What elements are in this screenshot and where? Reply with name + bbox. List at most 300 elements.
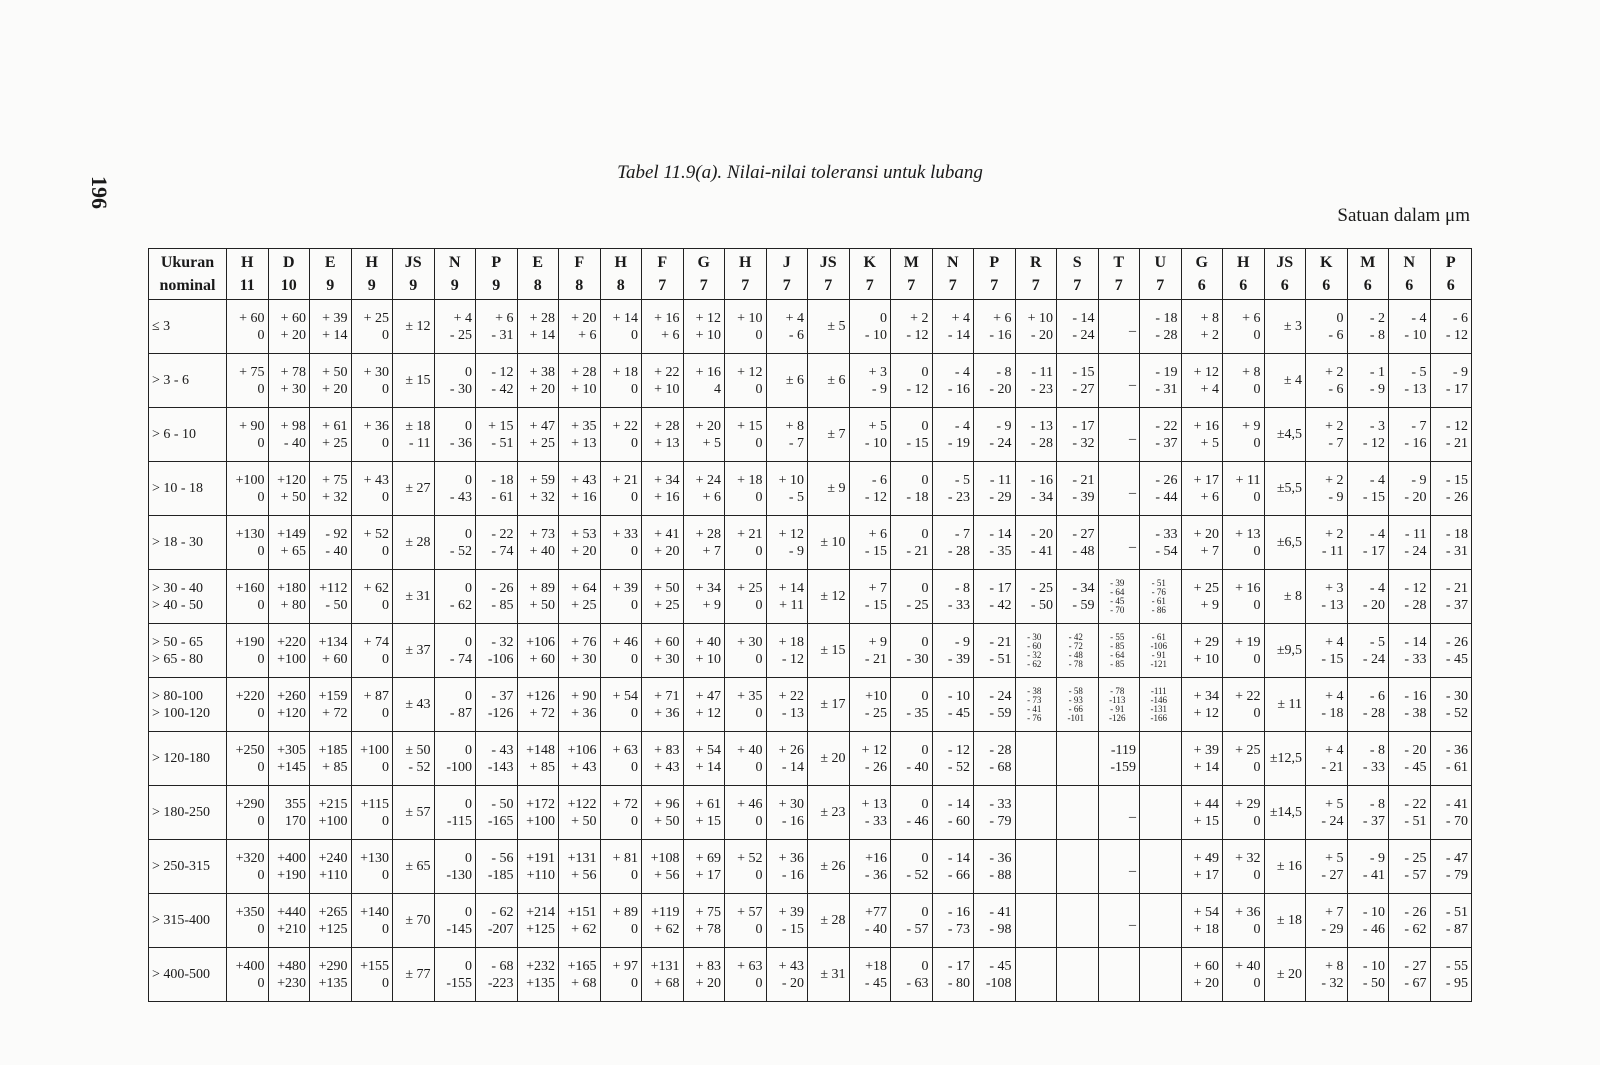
- tolerance-cell: [849, 840, 891, 894]
- tolerance-cell: [434, 408, 476, 462]
- tolerance-cell: [1306, 678, 1348, 732]
- nominal-size-cell-line: > 50 - 65: [152, 634, 204, 650]
- tolerance-cell-line: + 64: [571, 580, 597, 596]
- tolerance-cell-line: ± 10: [820, 535, 846, 550]
- tolerance-cell: [642, 894, 684, 948]
- page-number: 196: [87, 176, 112, 209]
- tolerance-cell: [683, 948, 725, 1002]
- header-t7-line: T: [1113, 254, 1125, 271]
- tolerance-cell-line: +131: [650, 958, 680, 974]
- tolerance-cell: [476, 516, 518, 570]
- tolerance-cell-line: + 32: [529, 489, 555, 505]
- tolerance-cell-line: + 16: [695, 364, 721, 380]
- tolerance-cell-line: - 38: [1027, 685, 1042, 696]
- tolerance-cell-line: -111: [1150, 685, 1167, 696]
- tolerance-cell: [351, 840, 393, 894]
- tolerance-cell: [310, 354, 352, 408]
- tolerance-cell-line: 0: [257, 435, 265, 451]
- tolerance-cell-line: - 20: [1404, 489, 1427, 505]
- tolerance-cell-line: + 24: [695, 472, 721, 488]
- tolerance-cell: [932, 732, 974, 786]
- tolerance-cell: [517, 462, 559, 516]
- tolerance-cell-line: - 6: [1328, 381, 1344, 397]
- tolerance-cell-line: - 13: [781, 705, 804, 721]
- header-k7-line: K: [863, 254, 876, 271]
- tolerance-cell-line: - 17: [1072, 418, 1095, 434]
- header-u7-line: 7: [1156, 277, 1165, 294]
- tolerance-cell-line: + 32: [1235, 850, 1261, 866]
- tolerance-cell: [725, 408, 767, 462]
- tolerance-cell-line: - 36: [864, 867, 887, 883]
- tolerance-cell-line: - 18: [906, 489, 929, 505]
- nominal-size-cell: [149, 570, 227, 624]
- tolerance-cell-line: 0: [257, 975, 265, 991]
- tolerance-cell-line: _: [1129, 859, 1136, 874]
- tolerance-cell: [1181, 462, 1223, 516]
- tolerance-cell-line: - 80: [947, 975, 970, 991]
- tolerance-cell: [808, 516, 850, 570]
- tolerance-cell-line: - 14: [1072, 310, 1095, 326]
- tolerance-cell: [1306, 840, 1348, 894]
- tolerance-cell: [1140, 300, 1182, 354]
- tolerance-cell-line: +185: [318, 742, 348, 758]
- tolerance-cell-line: - 14: [947, 850, 970, 866]
- tolerance-cell-line: ± 9: [827, 481, 846, 496]
- nominal-size-cell-line: > 65 - 80: [152, 651, 204, 667]
- tolerance-cell: [932, 624, 974, 678]
- tolerance-cell: [1264, 786, 1306, 840]
- tolerance-cell-line: 0: [755, 651, 763, 667]
- tolerance-cell-line: 0: [257, 489, 265, 505]
- tolerance-cell-line: + 61: [695, 796, 721, 812]
- tolerance-cell-line: + 50: [280, 489, 306, 505]
- tolerance-cell-line: - 21: [864, 651, 887, 667]
- tolerance-cell-line: + 85: [322, 759, 348, 775]
- unit-note: Satuan dalam μm: [1337, 205, 1470, 226]
- tolerance-cell-line: - 17: [989, 580, 1012, 596]
- tolerance-cell: [683, 570, 725, 624]
- tolerance-cell: [517, 570, 559, 624]
- tolerance-cell-line: 0: [382, 705, 389, 721]
- tolerance-cell-line: 0: [465, 742, 472, 758]
- tolerance-cell: [310, 300, 352, 354]
- tolerance-cell-line: - 7: [1328, 435, 1344, 451]
- tolerance-cell-line: + 6: [1242, 310, 1261, 326]
- tolerance-cell: [1057, 624, 1099, 678]
- tolerance-cell-line: + 14: [1193, 759, 1219, 775]
- tolerance-cell: [476, 840, 518, 894]
- tolerance-cell-line: + 60: [322, 651, 348, 667]
- tolerance-cell: [1181, 516, 1223, 570]
- tolerance-cell: [1015, 732, 1057, 786]
- tolerance-cell-line: + 25: [1235, 742, 1261, 758]
- tolerance-cell: [1430, 678, 1472, 732]
- tolerance-cell: [1098, 408, 1140, 462]
- tolerance-cell: [683, 894, 725, 948]
- tolerance-cell-line: - 46: [906, 813, 929, 829]
- tolerance-cell-line: - 41: [1030, 543, 1053, 559]
- tolerance-cell-line: ± 5: [827, 319, 846, 334]
- tolerance-cell: [600, 948, 642, 1002]
- tolerance-cell: [1389, 840, 1431, 894]
- header-n6-line: N: [1403, 254, 1416, 271]
- tolerance-cell: [1306, 948, 1348, 1002]
- tolerance-cell-line: - 21: [1445, 580, 1468, 596]
- tolerance-cell-line: + 25: [322, 435, 348, 451]
- tolerance-cell: [600, 570, 642, 624]
- tolerance-cell: [351, 408, 393, 462]
- tolerance-cell-line: + 4: [1325, 742, 1344, 758]
- tolerance-cell-line: + 34: [654, 472, 680, 488]
- tolerance-cell: [766, 462, 808, 516]
- tolerance-cell: [642, 570, 684, 624]
- tolerance-cell-line: - 4: [1369, 580, 1385, 596]
- tolerance-cell: [974, 300, 1016, 354]
- tolerance-cell: [1347, 570, 1389, 624]
- tolerance-cell: [1306, 732, 1348, 786]
- tolerance-cell-line: - 50: [325, 597, 348, 613]
- tolerance-cell-line: + 29: [1235, 796, 1261, 812]
- tolerance-cell: [517, 840, 559, 894]
- tolerance-cell: [268, 894, 310, 948]
- nominal-size-cell: [149, 948, 227, 1002]
- header-d10-line: D: [282, 254, 295, 271]
- tolerance-cell: [1306, 408, 1348, 462]
- tolerance-cell-line: +77: [865, 904, 887, 920]
- tolerance-cell-line: - 6: [1369, 688, 1385, 704]
- tolerance-cell-line: + 18: [612, 364, 638, 380]
- tolerance-cell-line: + 22: [778, 688, 804, 704]
- tolerance-cell-line: + 30: [571, 651, 597, 667]
- tolerance-cell-line: - 14: [989, 526, 1012, 542]
- tolerance-cell-line: - 11: [408, 435, 431, 451]
- tolerance-cell: [974, 840, 1016, 894]
- tolerance-cell: [517, 894, 559, 948]
- tolerance-cell: [310, 408, 352, 462]
- tolerance-cell: [1223, 786, 1265, 840]
- tolerance-cell-line: -113: [1109, 694, 1126, 705]
- tolerance-cell-line: 0: [382, 327, 389, 343]
- tolerance-cell-line: _: [1129, 913, 1136, 928]
- tolerance-cell-line: +350: [235, 904, 265, 920]
- tolerance-cell-line: - 15: [781, 921, 804, 937]
- tolerance-cell-line: + 38: [529, 364, 555, 380]
- tolerance-cell: [1140, 516, 1182, 570]
- tolerance-cell-line: +125: [318, 921, 348, 937]
- tolerance-cell: [849, 786, 891, 840]
- tolerance-cell-line: - 18: [1445, 526, 1468, 542]
- table-row: [149, 408, 1472, 462]
- tolerance-cell: [974, 516, 1016, 570]
- tolerance-cell-line: - 34: [1030, 489, 1053, 505]
- tolerance-cell-line: +232: [526, 958, 555, 974]
- tolerance-cell-line: + 39: [1193, 742, 1219, 758]
- header-d10: [268, 249, 310, 300]
- tolerance-cell: [766, 948, 808, 1002]
- tolerance-cell-line: +165: [567, 958, 597, 974]
- tolerance-cell: [1181, 894, 1223, 948]
- tolerance-cell: [434, 462, 476, 516]
- tolerance-cell-line: - 57: [1404, 867, 1427, 883]
- tolerance-cell-line: - 10: [1362, 904, 1385, 920]
- tolerance-cell-line: - 10: [1404, 327, 1427, 343]
- header-js6: [1264, 249, 1306, 300]
- tolerance-cell-line: - 20: [989, 381, 1012, 397]
- tolerance-cell-line: - 23: [947, 489, 970, 505]
- tolerance-cell: [1389, 732, 1431, 786]
- tolerance-cell-line: 355: [285, 796, 306, 812]
- tolerance-cell-line: + 74: [363, 634, 389, 650]
- header-r7-line: 7: [1031, 277, 1040, 294]
- tolerance-cell: [849, 624, 891, 678]
- tolerance-cell-line: - 33: [1404, 651, 1427, 667]
- tolerance-cell-line: + 11: [779, 597, 804, 613]
- tolerance-cell-line: - 8: [954, 580, 970, 596]
- tolerance-cell-line: + 10: [1193, 651, 1219, 667]
- tolerance-cell-line: - 33: [1362, 759, 1385, 775]
- tolerance-cell-line: - 24: [989, 435, 1012, 451]
- tolerance-cell-line: 0: [382, 651, 389, 667]
- tolerance-cell: [1057, 570, 1099, 624]
- tolerance-cell-line: 0: [382, 543, 389, 559]
- tolerance-cell-line: 0: [465, 904, 472, 920]
- tolerance-cell: [1430, 786, 1472, 840]
- tolerance-cell-line: + 71: [654, 688, 680, 704]
- tolerance-cell-line: - 39: [1072, 489, 1095, 505]
- tolerance-cell: [559, 462, 601, 516]
- header-m6: [1347, 249, 1389, 300]
- header-h11-line: H: [241, 254, 254, 271]
- tolerance-cell-line: + 8: [785, 418, 804, 434]
- tolerance-cell: [1306, 300, 1348, 354]
- tolerance-cell: [268, 678, 310, 732]
- tolerance-cell-line: - 58: [1068, 685, 1083, 696]
- table-body: [149, 300, 1472, 1002]
- tolerance-cell-line: +290: [318, 958, 348, 974]
- tolerance-cell-line: - 92: [325, 526, 348, 542]
- tolerance-cell-line: +151: [567, 904, 597, 920]
- tolerance-cell-line: - 11: [1031, 364, 1053, 380]
- tolerance-cell: [808, 786, 850, 840]
- tolerance-cell-line: + 4: [1325, 688, 1344, 704]
- tolerance-cell-line: + 14: [529, 327, 555, 343]
- tolerance-cell-line: - 15: [1362, 489, 1385, 505]
- tolerance-cell-line: 0: [755, 759, 763, 775]
- tolerance-cell-line: - 9: [954, 634, 970, 650]
- header-k7: [849, 249, 891, 300]
- tolerance-cell-line: - 66: [947, 867, 970, 883]
- tolerance-cell: [1098, 840, 1140, 894]
- tolerance-cell: [1389, 462, 1431, 516]
- tolerance-cell-line: - 25: [1404, 850, 1427, 866]
- tolerance-cell-line: + 22: [654, 364, 680, 380]
- tolerance-cell-line: - 20: [1030, 526, 1053, 542]
- tolerance-cell: [891, 462, 933, 516]
- tolerance-cell: [227, 786, 269, 840]
- tolerance-cell-line: + 40: [529, 543, 555, 559]
- tolerance-cell-line: + 57: [737, 904, 763, 920]
- header-h11-line: 11: [239, 277, 255, 294]
- tolerance-cell-line: 0: [465, 580, 472, 596]
- tolerance-cell: [1389, 786, 1431, 840]
- tolerance-cell-line: + 34: [1193, 688, 1219, 704]
- tolerance-cell: [559, 840, 601, 894]
- tolerance-cell-line: + 30: [280, 381, 306, 397]
- tolerance-cell-line: +180: [277, 580, 306, 596]
- tolerance-cell-line: - 52: [408, 759, 431, 775]
- tolerance-cell-line: 0: [631, 921, 638, 937]
- header-p9: [476, 249, 518, 300]
- tolerance-cell: [683, 354, 725, 408]
- tolerance-cell-line: + 36: [571, 705, 597, 721]
- tolerance-cell-line: + 20: [571, 310, 597, 326]
- tolerance-cell-line: +155: [360, 958, 389, 974]
- tolerance-cell-line: - 12: [864, 489, 887, 505]
- header-j7: [766, 249, 808, 300]
- tolerance-cell: [310, 948, 352, 1002]
- tolerance-cell-line: - 7: [788, 435, 804, 451]
- tolerance-cell: [1430, 732, 1472, 786]
- tolerance-cell: [932, 570, 974, 624]
- tolerance-cell-line: - 11: [989, 472, 1012, 488]
- tolerance-cell-line: - 40: [325, 543, 348, 559]
- tolerance-cell-line: +100: [526, 813, 555, 829]
- tolerance-cell-line: +100: [277, 651, 306, 667]
- tolerance-cell-line: _: [1129, 427, 1136, 442]
- tolerance-cell: [559, 300, 601, 354]
- header-n9-line: N: [448, 254, 461, 271]
- tolerance-cell-line: - 32: [491, 634, 514, 650]
- tolerance-cell-line: - 73: [1027, 694, 1042, 705]
- tolerance-cell-line: -126: [487, 705, 514, 721]
- tolerance-cell: [683, 300, 725, 354]
- tolerance-cell-line: + 12: [695, 310, 721, 326]
- tolerance-cell-line: 0: [257, 597, 265, 613]
- tolerance-cell-line: +110: [319, 867, 348, 883]
- nominal-size-cell: [149, 300, 227, 354]
- tolerance-cell-line: ± 15: [820, 643, 846, 658]
- tolerance-cell: [268, 408, 310, 462]
- tolerance-cell: [808, 462, 850, 516]
- tolerance-cell-line: -130: [446, 867, 472, 883]
- tolerance-cell: [1389, 516, 1431, 570]
- tolerance-cell: [1264, 408, 1306, 462]
- tolerance-cell-line: - 21: [989, 634, 1012, 650]
- tolerance-cell-line: + 30: [654, 651, 680, 667]
- tolerance-cell: [559, 354, 601, 408]
- tolerance-cell-line: + 17: [1193, 867, 1219, 883]
- tolerance-cell-line: - 35: [989, 543, 1012, 559]
- tolerance-cell-line: - 4: [1369, 472, 1385, 488]
- header-f8: [559, 249, 601, 300]
- table-caption: Tabel 11.9(a). Nilai-nilai toleransi untuk lubang: [617, 162, 983, 183]
- tolerance-cell: [1223, 462, 1265, 516]
- tolerance-cell: [1223, 678, 1265, 732]
- tolerance-cell-line: +112: [319, 580, 348, 596]
- tolerance-cell-line: + 62: [654, 921, 680, 937]
- tolerance-cell-line: - 78: [1110, 685, 1125, 696]
- tolerance-cell-line: + 56: [571, 867, 597, 883]
- tolerance-cell-line: ± 18: [405, 418, 431, 434]
- tolerance-cell-line: 0: [465, 688, 472, 704]
- tolerance-cell-line: 0: [631, 813, 638, 829]
- tolerance-cell: [1306, 894, 1348, 948]
- tolerance-cell: [351, 354, 393, 408]
- tolerance-cell-line: - 36: [989, 850, 1012, 866]
- tolerance-cell: [1223, 300, 1265, 354]
- tolerance-cell-line: + 43: [571, 472, 597, 488]
- tolerance-cell-line: 0: [921, 688, 929, 704]
- tolerance-cell-line: +305: [277, 742, 306, 758]
- tolerance-cell-line: +100: [318, 813, 348, 829]
- header-f7-line: F: [657, 254, 668, 271]
- tolerance-cell-line: + 76: [571, 634, 597, 650]
- tolerance-cell-line: 0: [465, 418, 472, 434]
- tolerance-cell: [766, 624, 808, 678]
- tolerance-cell-line: +135: [526, 975, 555, 991]
- tolerance-cell-line: 0: [921, 580, 929, 596]
- tolerance-cell: [434, 354, 476, 408]
- tolerance-cell-line: + 10: [737, 310, 763, 326]
- tolerance-cell-line: - 37: [1445, 597, 1468, 613]
- tolerance-cell: [725, 300, 767, 354]
- header-f8-line: 8: [575, 277, 584, 294]
- tolerance-cell-line: - 45: [989, 958, 1012, 974]
- header-s7-line: S: [1072, 254, 1082, 271]
- tolerance-cell: [434, 894, 476, 948]
- header-p9-line: 9: [492, 277, 501, 294]
- tolerance-cell-line: 0: [1253, 651, 1261, 667]
- tolerance-cell-line: +130: [235, 526, 265, 542]
- tolerance-cell-line: 0: [755, 381, 763, 397]
- tolerance-cell-line: + 32: [322, 489, 348, 505]
- tolerance-cell-line: + 30: [363, 364, 389, 380]
- tolerance-cell: [932, 894, 974, 948]
- tolerance-cell: [1015, 354, 1057, 408]
- header-p6-line: P: [1445, 254, 1456, 271]
- tolerance-cell-line: - 78: [1068, 658, 1083, 669]
- nominal-size-cell: [149, 786, 227, 840]
- tolerance-cell: [393, 786, 435, 840]
- tolerance-cell-line: - 28: [1362, 705, 1385, 721]
- tolerance-cell-line: + 18: [737, 472, 763, 488]
- tolerance-cell-line: + 81: [612, 850, 638, 866]
- tolerance-cell: [600, 732, 642, 786]
- header-nominal-size-line: Ukuran: [160, 254, 215, 271]
- tolerance-cell-line: - 64: [1110, 586, 1125, 597]
- tolerance-cell: [1264, 732, 1306, 786]
- tolerance-cell-line: + 17: [695, 867, 721, 883]
- tolerance-cell-line: 0: [631, 489, 638, 505]
- tolerance-cell-line: ± 12: [405, 319, 431, 334]
- tolerance-cell-line: + 50: [571, 813, 597, 829]
- tolerance-cell: [393, 678, 435, 732]
- tolerance-cell-line: - 41: [1027, 703, 1042, 714]
- tolerance-cell: [476, 786, 518, 840]
- tolerance-cell: [891, 354, 933, 408]
- tolerance-cell-line: 0: [755, 975, 763, 991]
- tolerance-cell-line: + 96: [654, 796, 680, 812]
- tolerance-cell-line: 170: [285, 813, 306, 829]
- tolerance-cell: [517, 354, 559, 408]
- tolerance-cell: [1389, 678, 1431, 732]
- tolerance-cell-line: - 42: [1068, 631, 1083, 642]
- tolerance-cell: [1430, 624, 1472, 678]
- header-h7-line: 7: [741, 277, 750, 294]
- tolerance-cell-line: 0: [921, 796, 929, 812]
- tolerance-cell-line: - 85: [1110, 640, 1125, 651]
- tolerance-cell-line: + 46: [612, 634, 638, 650]
